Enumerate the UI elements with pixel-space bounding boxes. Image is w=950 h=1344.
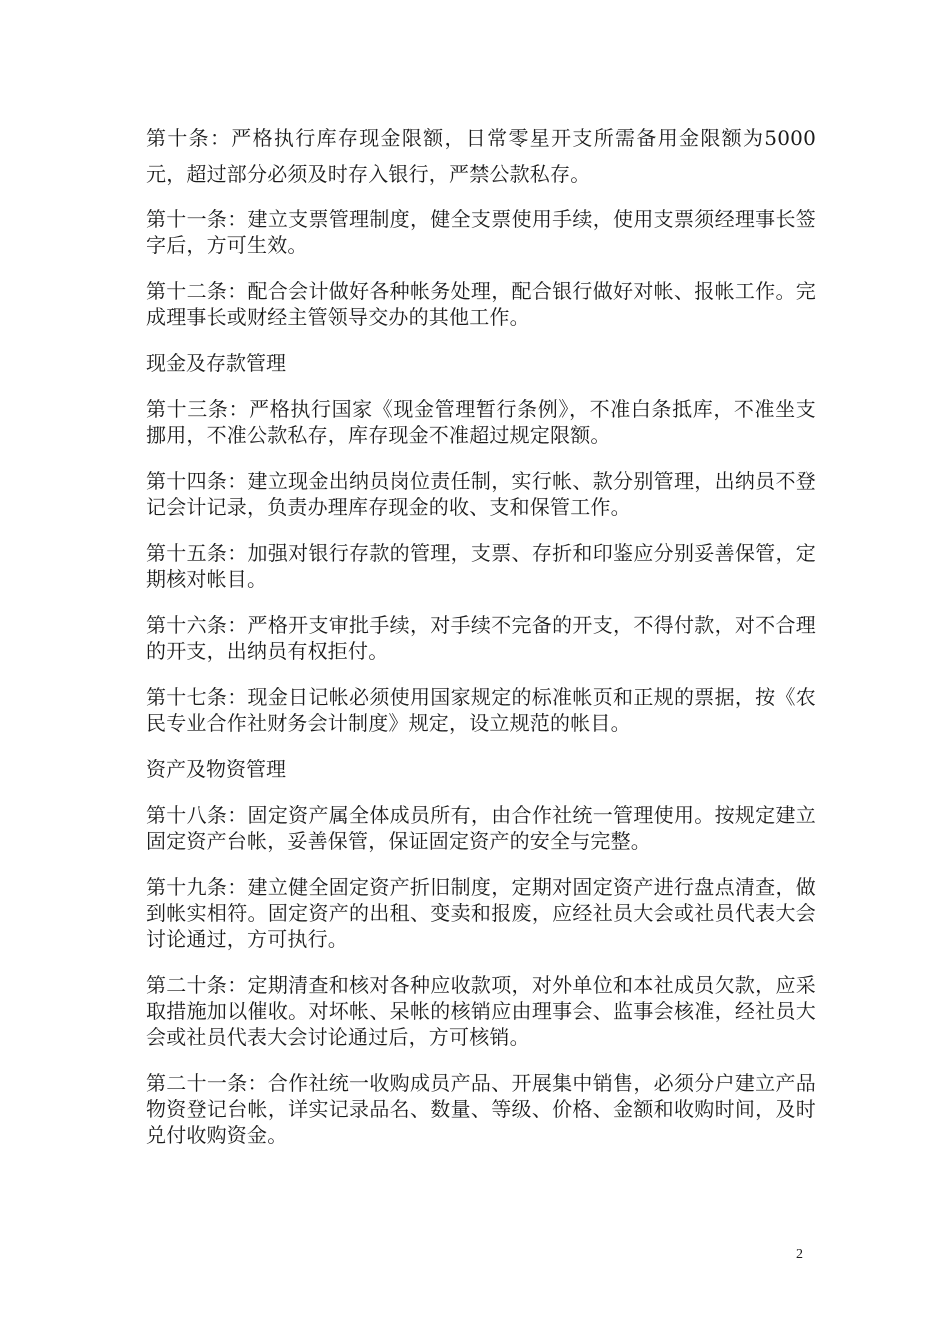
article-15: 第十五条：加强对银行存款的管理，支票、存折和印鉴应分别妥善保管，定期核对帐目。 [146, 541, 816, 591]
document-body [146, 120, 816, 1168]
article-17: 第十七条：现金日记帐必须使用国家规定的标准帐页和正规的票据，按《农民专业合作社财务会计制度》规定，设立规范的帐目。 [146, 685, 816, 735]
article-20: 第二十条：定期清查和核对各种应收款项，对外单位和本社成员欠款，应采取措施加以催收。对坏帐、呆帐的核销应由理事会、监事会核准，经社员大会或社员代表大会讨论通过后，方可核销。 [146, 973, 816, 1049]
section-heading-cash-deposits: 现金及存款管理 [146, 351, 286, 375]
article-16: 第十六条：严格开支审批手续，对手续不完备的开支，不得付款，对不合理的开支，出纳员有权拒付。 [146, 613, 816, 663]
article-18: 第十八条：固定资产属全体成员所有，由合作社统一管理使用。按规定建立固定资产台帐，妥善保管，保证固定资产的安全与完整。 [146, 803, 816, 853]
article-11: 第十一条：建立支票管理制度，健全支票使用手续，使用支票须经理事长签字后，方可生效。 [146, 207, 816, 257]
section-heading-assets-materials: 资产及物资管理 [146, 757, 286, 781]
page-number: 2 [796, 1247, 803, 1262]
article-13: 第十三条：严格执行国家《现金管理暂行条例》，不准白条抵库，不准坐支挪用，不准公款私存，库存现金不准超过规定限额。 [146, 397, 816, 447]
article-14: 第十四条：建立现金出纳员岗位责任制，实行帐、款分别管理，出纳员不登记会计记录，负责办理库存现金的收、支和保管工作。 [146, 469, 816, 519]
article-12: 第十二条：配合会计做好各种帐务处理，配合银行做好对帐、报帐工作。完成理事长或财经主管领导交办的其他工作。 [146, 279, 816, 329]
article-10: 第十条：严格执行库存现金限额，日常零星开支所需备用金限额为5000元，超过部分必须及时存入银行，严禁公款私存。 [146, 126, 816, 186]
article-21: 第二十一条：合作社统一收购成员产品、开展集中销售，必须分户建立产品物资登记台帐，详实记录品名、数量、等级、价格、金额和收购时间，及时兑付收购资金。 [146, 1071, 816, 1147]
article-19: 第十九条：建立健全固定资产折旧制度，定期对固定资产进行盘点清查，做到帐实相符。固定资产的出租、变卖和报废，应经社员大会或社员代表大会讨论通过，方可执行。 [146, 875, 816, 951]
